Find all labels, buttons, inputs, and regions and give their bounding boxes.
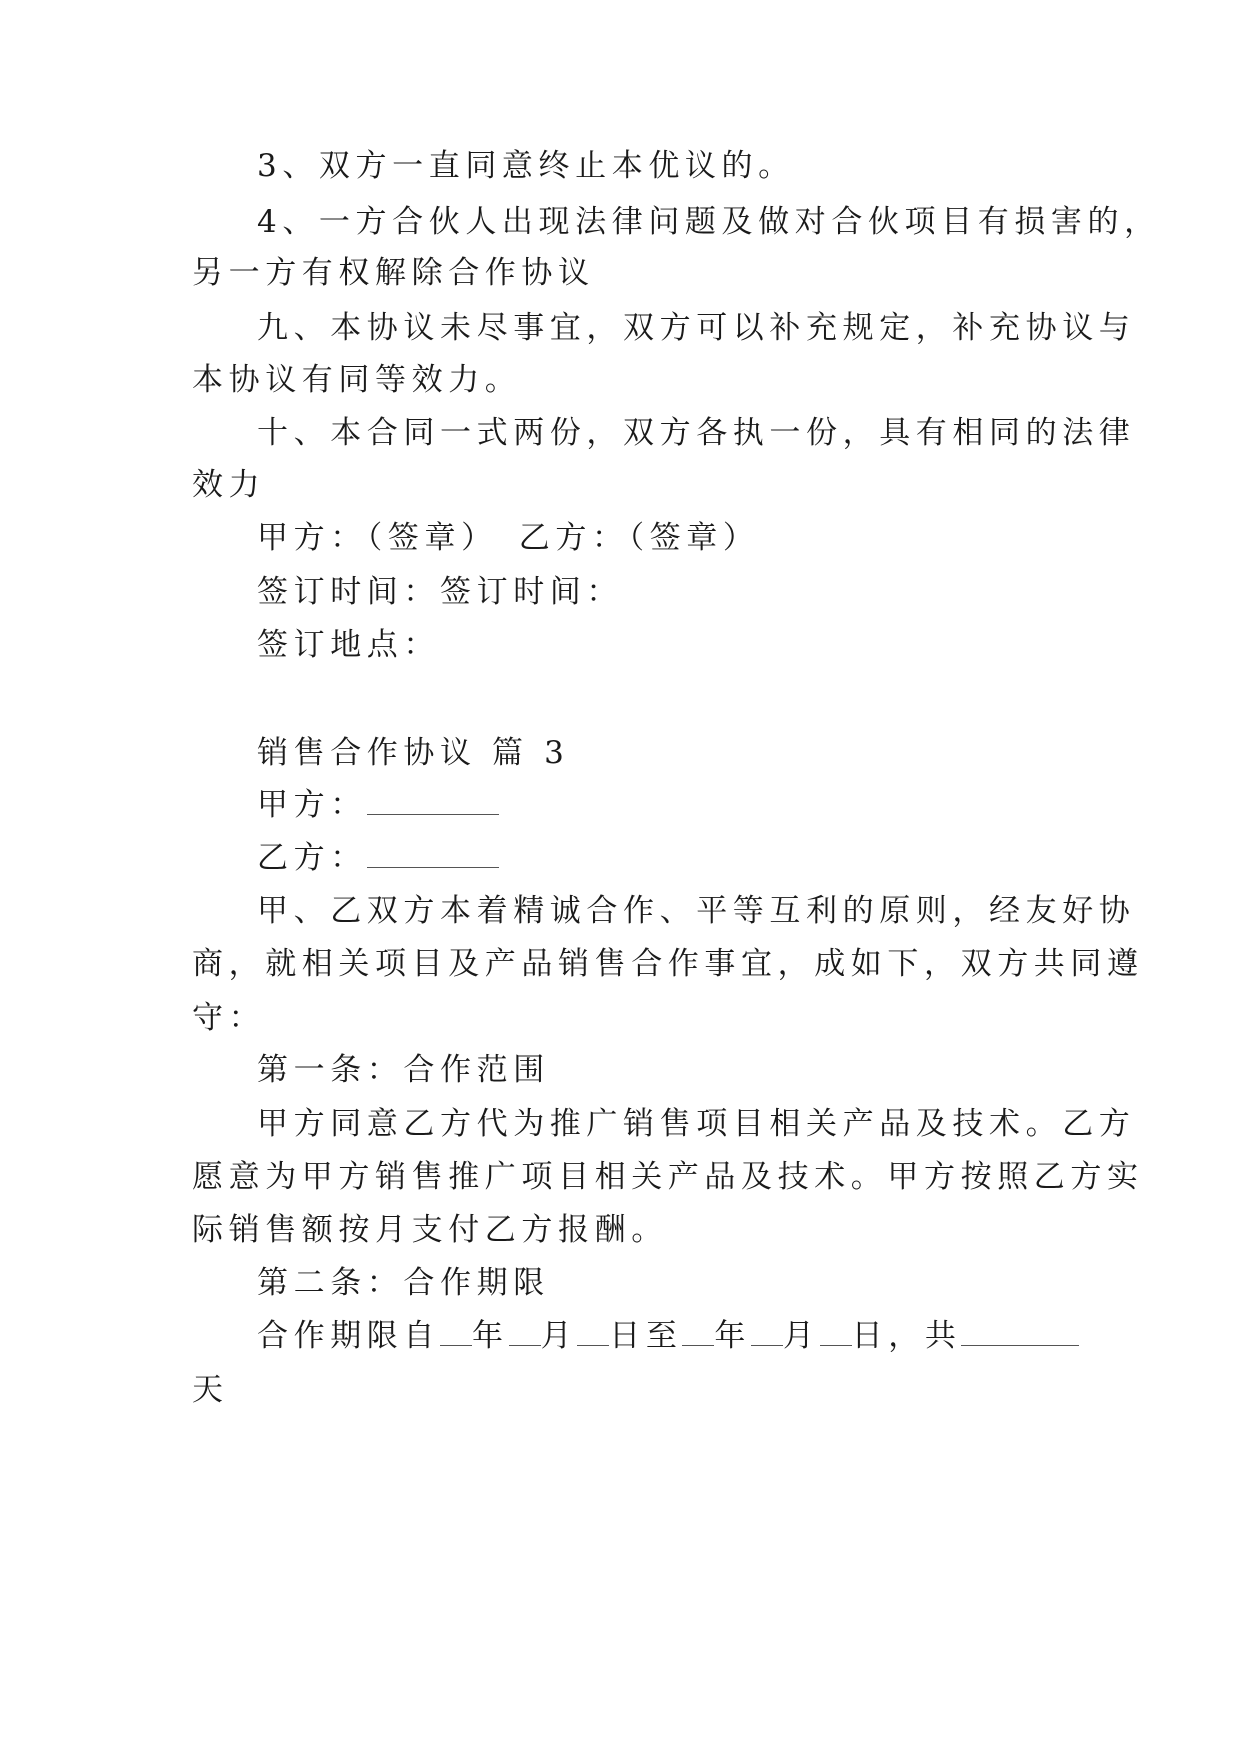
paragraph-line: 十、本合同一式两份，双方各执一份，具有相同的法律 [257,415,1136,451]
end-day-blank [820,1319,852,1346]
end-month-blank [751,1319,783,1346]
paragraph-line: 愿意为甲方销售推广项目相关产品及技术。甲方按照乙方实 [192,1159,1144,1195]
paragraph-line: 守： [192,1000,266,1036]
end-year-blank [682,1319,714,1346]
party-a-line [257,785,499,825]
term-text: 月 [540,1318,578,1354]
start-month-blank [509,1319,541,1346]
start-day-blank [577,1319,609,1346]
days-blank [961,1319,1079,1346]
signing-date-line: 签订时间：签订时间： [257,574,623,610]
term-text: 月 [783,1318,820,1354]
term-text: 日，共 [851,1318,962,1354]
term-line [257,1316,1079,1356]
signature-line: 甲方：（签章） 乙方：（签章） [257,520,760,556]
term-text: 年 [472,1318,509,1354]
party-b-line [257,838,499,878]
section-title: 销售合作协议 篇 3 [257,735,570,771]
paragraph-line: 九、本协议未尽事宜，双方可以补充规定，补充协议与 [257,310,1136,346]
term-text: 日至 [609,1318,683,1354]
article-heading: 第一条：合作范围 [257,1052,550,1088]
paragraph-line: 商，就相关项目及产品销售合作事宜，成如下，双方共同遵 [192,946,1144,982]
paragraph-line: 3、双方一直同意终止本优议的。 [257,148,795,184]
paragraph-line: 际销售额按月支付乙方报酬。 [192,1212,668,1248]
term-label: 合作期限自 [257,1318,440,1354]
paragraph-line: 甲方同意乙方代为推广销售项目相关产品及技术。乙方 [257,1106,1136,1142]
paragraph-line: 甲、乙双方本着精诚合作、平等互利的原则，经友好协 [257,893,1136,929]
party-b-blank [367,841,499,868]
party-a-label: 甲方： [257,787,367,823]
paragraph-line: 另一方有权解除合作协议 [192,255,595,291]
paragraph-line: 天 [192,1372,229,1408]
paragraph-line: 效力 [192,467,266,503]
party-b-label: 乙方： [257,840,367,876]
start-year-blank [440,1319,472,1346]
paragraph-line: 4、一方合伙人出现法律问题及做对合伙项目有损害的， [257,204,1161,240]
term-text: 年 [714,1318,752,1354]
article-heading: 第二条：合作期限 [257,1265,550,1301]
paragraph-line: 本协议有同等效力。 [192,362,522,398]
party-a-blank [367,788,499,815]
signing-place-line: 签订地点： [257,627,440,663]
